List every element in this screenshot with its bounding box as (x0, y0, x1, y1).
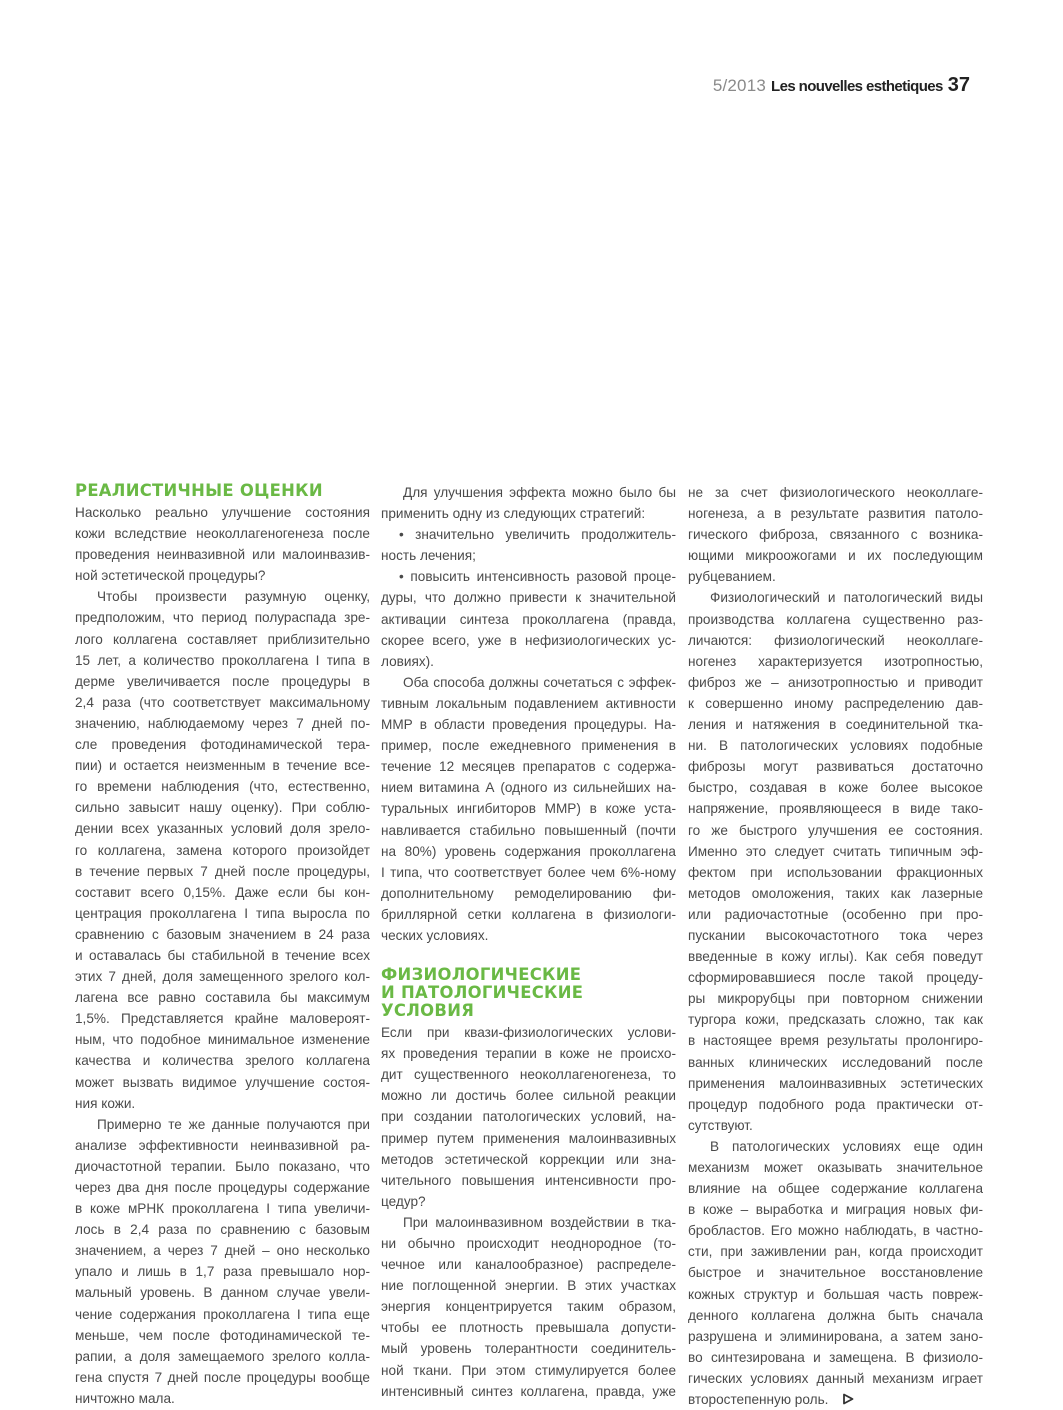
text-line: сутствуют. (688, 1117, 753, 1133)
text-line: ческих условиях. (381, 927, 489, 943)
text-line: значению, наблюдаемому через 7 дней по- (75, 715, 370, 731)
text-line: пример путем применения малоинвазивных (381, 1130, 676, 1146)
text-line: мальный уровень. В данном случае увели- (75, 1285, 370, 1301)
text-line: ММР в области проведения процедуры. На- (381, 717, 676, 733)
text-line: сильно завысит нашу оценку). При соблю- (75, 800, 370, 816)
text-line: течение 12 месяцев препаратов с содержа- (381, 759, 676, 775)
text-line: Насколько реально улучшение состояния (75, 505, 370, 520)
text-line: сравнению с базовым значением в 24 раза (75, 926, 370, 942)
text-line: ной ткани. При этом стимулируется более (381, 1362, 676, 1378)
column-2-body-a (381, 482, 676, 946)
text-line: или радиочастотные (особенно при про- (688, 906, 983, 922)
text-line: анализе эффективности неинвазивной ра- (75, 1137, 370, 1153)
text-line: Если при квази-физиологических услови- (381, 1025, 676, 1041)
triangle-right-outline-icon (842, 1390, 854, 1410)
text-line: дуры, что должно привести к значительной (381, 590, 676, 606)
text-line: пускании высокочастотного тока через (688, 927, 983, 943)
text-line: качества и количества зрелого коллагена (75, 1053, 370, 1069)
section-heading-line: ФИЗИОЛОГИЧЕСКИЕ (381, 965, 582, 985)
text-line: фиброзы могут развиваться достаточно (688, 759, 983, 775)
text-line: ной эстетической процедуры? (75, 568, 266, 584)
text-line: денного коллагена должна быть сначала (688, 1307, 983, 1323)
text-line: проведения неинвазивной или малоинвазив- (75, 547, 370, 563)
text-line: при создании патологических условий, на- (381, 1109, 676, 1125)
text-line: гена спустя 7 дней после процедуры вообще (75, 1369, 370, 1385)
text-line: ни обычно происходит неоднородное (то- (381, 1236, 676, 1251)
section-gap (381, 946, 676, 966)
text-line: предположим, что период полураспада зре- (75, 610, 370, 626)
text-line: бробластов. Его можно наблюдать, в частно- (688, 1223, 983, 1239)
text-line: ях проведения терапии в коже не происхо- (381, 1046, 676, 1062)
text-line: мый уровень толерантности соединитель- (381, 1341, 676, 1357)
text-line: Примерно те же данные получаются при (97, 1116, 370, 1132)
text-line: упало и лишь в 1,7 раза превышало нор- (75, 1264, 370, 1280)
text-line: в течение первых 7 дней после процедуры, (75, 863, 370, 879)
page-number: 37 (947, 74, 970, 96)
column-1-body (75, 502, 370, 1409)
text-line: во синтезирована и замещена. В физиоло- (688, 1349, 983, 1365)
text-line: на 80%) уровень содержания проколлагена (381, 843, 676, 859)
column-3-body (688, 482, 983, 1410)
text-line: ни. В патологических условиях подобные (688, 738, 983, 754)
text-line: Оба способа должны сочетаться с эффек- (403, 674, 676, 690)
text-line: в коже мРНК проколлагена I типа увеличи- (75, 1201, 370, 1217)
page-header (713, 74, 970, 100)
text-line: ры микрорубцы при повторном снижении (688, 991, 983, 1007)
text-line: фиброз же – анизотропностью и приводит (688, 674, 983, 690)
text-line: ным, что подобное минимальное изменение (75, 1032, 370, 1048)
text-line: чтобы ее плотность превышала допусти- (381, 1320, 676, 1336)
text-line: лого коллагена составляет приблизительно (75, 631, 370, 647)
text-line: применить одну из следующих стратегий: (381, 506, 646, 522)
text-line: гических условиях данный механизм играет (688, 1370, 983, 1386)
text-line: этих 7 дней, доля замещенного зрелого кол- (75, 969, 370, 985)
text-line: меньше, чем после фотодинамической те- (75, 1327, 370, 1343)
text-line: личаются: физиологический неоколлаге- (688, 632, 983, 648)
text-line: • повысить интенсивность разовой проце- (399, 569, 676, 585)
text-line: лагена все равно составила бы максимум (75, 990, 370, 1006)
issue-number: 5/2013 (712, 76, 767, 95)
text-line: активации синтеза проколлагена (правда, (381, 611, 676, 627)
text-line: кожных структур и большая часть повреж- (688, 1286, 983, 1302)
text-line: нием витамина А (одного из сильнейших на- (381, 780, 676, 796)
text-line: ющими микроожогами и их последующим (688, 548, 983, 564)
text-line: может вызвать видимое улучшение состоя- (75, 1074, 370, 1090)
text-line: чечное или каналообразное) распределе- (381, 1257, 676, 1273)
text-line: быстро, создавая в коже более высокое (688, 780, 983, 796)
text-line: к совершенно иному распределению дав- (688, 695, 983, 711)
text-line: методов эстетической коррекции или зна- (381, 1151, 676, 1167)
column-2 (381, 482, 676, 1402)
text-line: в коже – выработка и миграция новых фи- (688, 1202, 983, 1218)
text-line: ловиях). (381, 653, 434, 669)
text-line: фектом при использовании фракционных (688, 864, 983, 880)
text-line: рубцеванием. (688, 569, 776, 585)
text-line: быстрое и значительное восстановление (688, 1265, 983, 1281)
text-line: В патологических условиях еще один (710, 1138, 983, 1154)
text-line: гического фиброза, связанного с возника- (688, 527, 983, 543)
text-line: кожи вследствие неоколлагеногенеза после (75, 526, 370, 542)
text-line: сти, при заживлении ран, когда происходит (688, 1244, 983, 1260)
text-line: введенные в кожу иглы). Как себя поведут (688, 949, 983, 965)
text-line: скорее всего, уже в нефизиологических ус- (381, 632, 676, 648)
text-line: значением, а через 7 дней – оно несколько (75, 1243, 370, 1259)
text-line: го же быстрого улучшения ее состояния. (688, 822, 983, 838)
text-line: рапии, а доля замещаемого зрелого колла- (75, 1348, 370, 1364)
text-line: и оставалась бы стабильной в течение всех (75, 947, 370, 963)
text-line: пример, после ежедневного применения в (381, 738, 676, 754)
text-line: дит существенного неоколлагеногенеза, то (381, 1067, 676, 1083)
text-line: производства коллагена существенно раз- (688, 611, 983, 627)
text-line: пии) и остается неизменным в течение все- (75, 758, 370, 774)
text-line: ния кожи. (75, 1095, 136, 1111)
text-line: го коллагена, замена которого произойдет (75, 842, 370, 858)
text-line: дерме увеличивается после процедуры в (75, 673, 370, 689)
text-line: лось в 2,4 раза по сравнению с базовым (75, 1222, 370, 1238)
magazine-title: Les nouvelles esthetiques (771, 78, 943, 95)
text-line: ние поглощенной энергии. В этих участках (381, 1278, 676, 1294)
text-line: дополнительному ремоделированию фи- (381, 885, 676, 901)
text-line: I типа, что соответствует более чем 6%-ному (381, 864, 676, 880)
text-line: сле проведения фотодинамической тера- (75, 737, 370, 753)
text-line: механизм может оказывать значительное (688, 1160, 983, 1175)
text-line: сформировавшиеся после такой процеду- (688, 970, 983, 986)
text-line: влияние на общее содержание коллагена (688, 1181, 983, 1197)
text-line: дении всех указанных условий доля зрело- (75, 821, 370, 837)
section-heading-physiological-pathological (381, 966, 676, 1020)
text-line: 15 лет, а количество проколлагена I типа в (75, 652, 370, 668)
text-line: 1,5%. Представляется крайне маловероят- (75, 1011, 370, 1027)
text-line: го времени наблюдения (что, естественно, (75, 779, 370, 795)
text-line: ность лечения; (381, 548, 476, 564)
text-line: туральных ингибиторов ММР) в коже уста- (381, 801, 676, 817)
text-line: интенсивный синтез коллагена, правда, уже (381, 1383, 676, 1399)
text-line: цедур? (381, 1193, 426, 1209)
text-line: через два дня после процедуры содержание (75, 1180, 370, 1195)
text-line: напряжение, проявляющееся в виде тако- (688, 801, 983, 817)
text-line: ногенез характеризуется изотропностью, (688, 653, 983, 669)
text-line: составит всего 0,15%. Даже если бы кон- (75, 884, 370, 900)
text-line: чение содержания проколлагена I типа еще (75, 1306, 370, 1322)
text-line: разрушена и элиминирована, а затем зано- (688, 1328, 983, 1344)
text-line: бриллярной сетки коллагена в физиологи- (381, 906, 676, 922)
section-heading-realistic-estimates: РЕАЛИСТИЧНЫЕ ОЦЕНКИ (75, 481, 323, 500)
text-line: диочастотной терапии. Было показано, что (75, 1158, 370, 1174)
text-line: При малоинвазивном воздействии в тка- (403, 1214, 676, 1230)
text-line: тивным локальным подавлением активности (381, 695, 676, 711)
text-line: процедур подобного рода практически от- (688, 1096, 983, 1112)
text-line: Чтобы произвести разумную оценку, (97, 589, 370, 605)
text-line: центрация проколлагена I типа выросла по (75, 905, 370, 921)
text-line: ничтожно мала. (75, 1390, 175, 1406)
text-line: • значительно увеличить продолжитель- (399, 527, 676, 543)
text-line: можно ли достичь более сильной реакции (381, 1088, 676, 1104)
text-line: навливается стабильно повышенный (почти (381, 822, 676, 838)
column-1 (75, 482, 370, 1409)
text-line: ванных клинических исследований после (688, 1054, 983, 1070)
text-line: в настоящее время результаты пролонгиро- (688, 1033, 983, 1049)
section-heading-line: И ПАТОЛОГИЧЕСКИЕ (381, 983, 584, 1003)
text-line: тургора кожи, предсказать сложно, так как (688, 1012, 983, 1028)
column-2-body-b (381, 1022, 676, 1402)
text-line: методов омоложения, таких как лазерные (688, 885, 983, 901)
text-line: чительного повышения интенсивности про- (381, 1172, 676, 1188)
text-line: второстепенную роль. (688, 1389, 983, 1410)
text-line: ногенеза, а в результате развития патоло- (688, 506, 983, 522)
section-heading-line: УСЛОВИЯ (381, 1001, 475, 1021)
text-line: 2,4 раза (что соответствует максимальному (75, 694, 370, 710)
column-3 (688, 482, 983, 1410)
text-line: применения малоинвазивных эстетических (688, 1075, 983, 1091)
text-line: ления и натяжения в соединительной тка- (688, 717, 983, 733)
text-line: энергия концентрируется таким образом, (381, 1299, 676, 1315)
text-line: Физиологический и патологический виды (710, 590, 983, 606)
text-line: Именно это следует считать типичным эф- (688, 843, 983, 859)
text-line: не за счет физиологического неоколлаге- (688, 485, 983, 500)
text-line: Для улучшения эффекта можно было бы (403, 485, 676, 500)
